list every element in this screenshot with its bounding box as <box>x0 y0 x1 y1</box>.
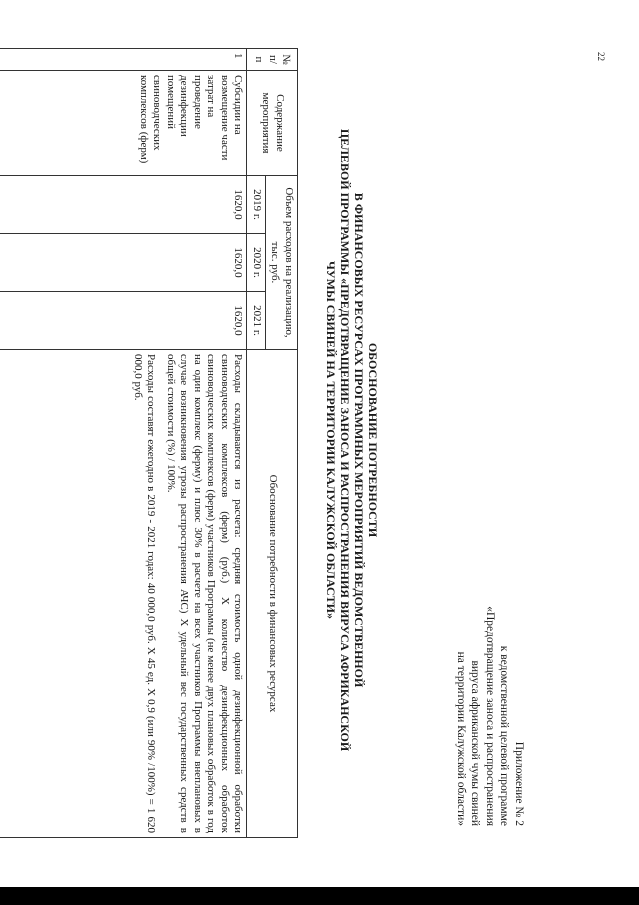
cell-basis <box>0 350 247 838</box>
rotated-page-content <box>15 30 530 850</box>
appendix-line: «Предотвращение заноса и распространения <box>484 606 496 826</box>
appendix-line: Приложение № 2 <box>513 741 525 826</box>
appendix-line: на территории Калужской области» <box>455 651 467 826</box>
title-line: ЦЕЛЕВОЙ ПРОГРАММЫ «ПРЕДОТВРАЩЕНИЕ ЗАНОСА И РАСПРОСТРАНЕНИЯ ВИРУСА АФРИКАНСКОЙ <box>338 128 352 752</box>
header-year-2019: 2019 г. <box>247 176 266 234</box>
scan-border <box>0 887 639 905</box>
table-header-row <box>266 49 298 838</box>
title-line: ЧУМЫ СВИНЕЙ НА ТЕРРИТОРИИ КАЛУЖСКОЙ ОБЛАСТИ» <box>324 261 338 619</box>
table-row <box>0 49 247 838</box>
cell-value-2019: 1620,0 <box>0 176 247 234</box>
appendix-header <box>454 566 527 826</box>
appendix-line: вируса африканской чумы свиней <box>469 660 482 826</box>
cell-value-2021: 1620,0 <box>0 292 247 350</box>
header-year-2021: 2021 г. <box>247 292 266 350</box>
page-number: 22 <box>596 52 606 61</box>
title-line: В ФИНАНСОВЫХ РЕСУРСАХ ПРОГРАММНЫХ МЕРОПРИЯТИЙ ВЕДОМСТВЕННОЙ <box>352 192 366 688</box>
header-year-2020: 2020 г. <box>247 234 266 292</box>
basis-paragraph: Расходы складываются из расчета: средняя стоимость одной дезинфекционной обработки свиноводческих комплексов (ферм) (руб.) Х количество дезинфекционных обработок свиноводческих комплексов (ферм) участников Программы (не менее двух плановых обработок в год на один комплекс (ферму) и плюс 30% в расчете на всех участников Программы внеплановых в случае возникновения угрозы распространения АЧС) Х удельный вес государственных средств в общей стоимости (%) / 100%. <box>165 354 245 833</box>
cell-num: 1 <box>0 49 247 71</box>
header-basis: Обоснование потребности в финансовых ресурсах <box>247 350 298 838</box>
appendix-line: к ведомственной целевой программе <box>498 645 511 826</box>
header-num: № п/п <box>247 49 298 71</box>
cell-value-2020: 1620,0 <box>0 234 247 292</box>
cell-content: Субсидии на возмещение части затрат на проведение дезинфекции помещений свиноводческих комплексов (ферм) <box>0 71 247 176</box>
financial-needs-table <box>0 48 298 838</box>
title-line: ОБОСНОВАНИЕ ПОТРЕБНОСТИ <box>366 342 380 538</box>
header-content: Содержание мероприятия <box>247 71 298 176</box>
header-volume: Объем расходов на реализацию, тыс. руб. <box>266 176 298 350</box>
document-title <box>324 30 380 850</box>
basis-paragraph: Расходы составят ежегодно в 2019 - 2021 годах: 40 000,0 руб. Х 45 ед. Х 0,9 (или 90% /100%) = 1 620 000,0 руб. <box>132 354 158 833</box>
